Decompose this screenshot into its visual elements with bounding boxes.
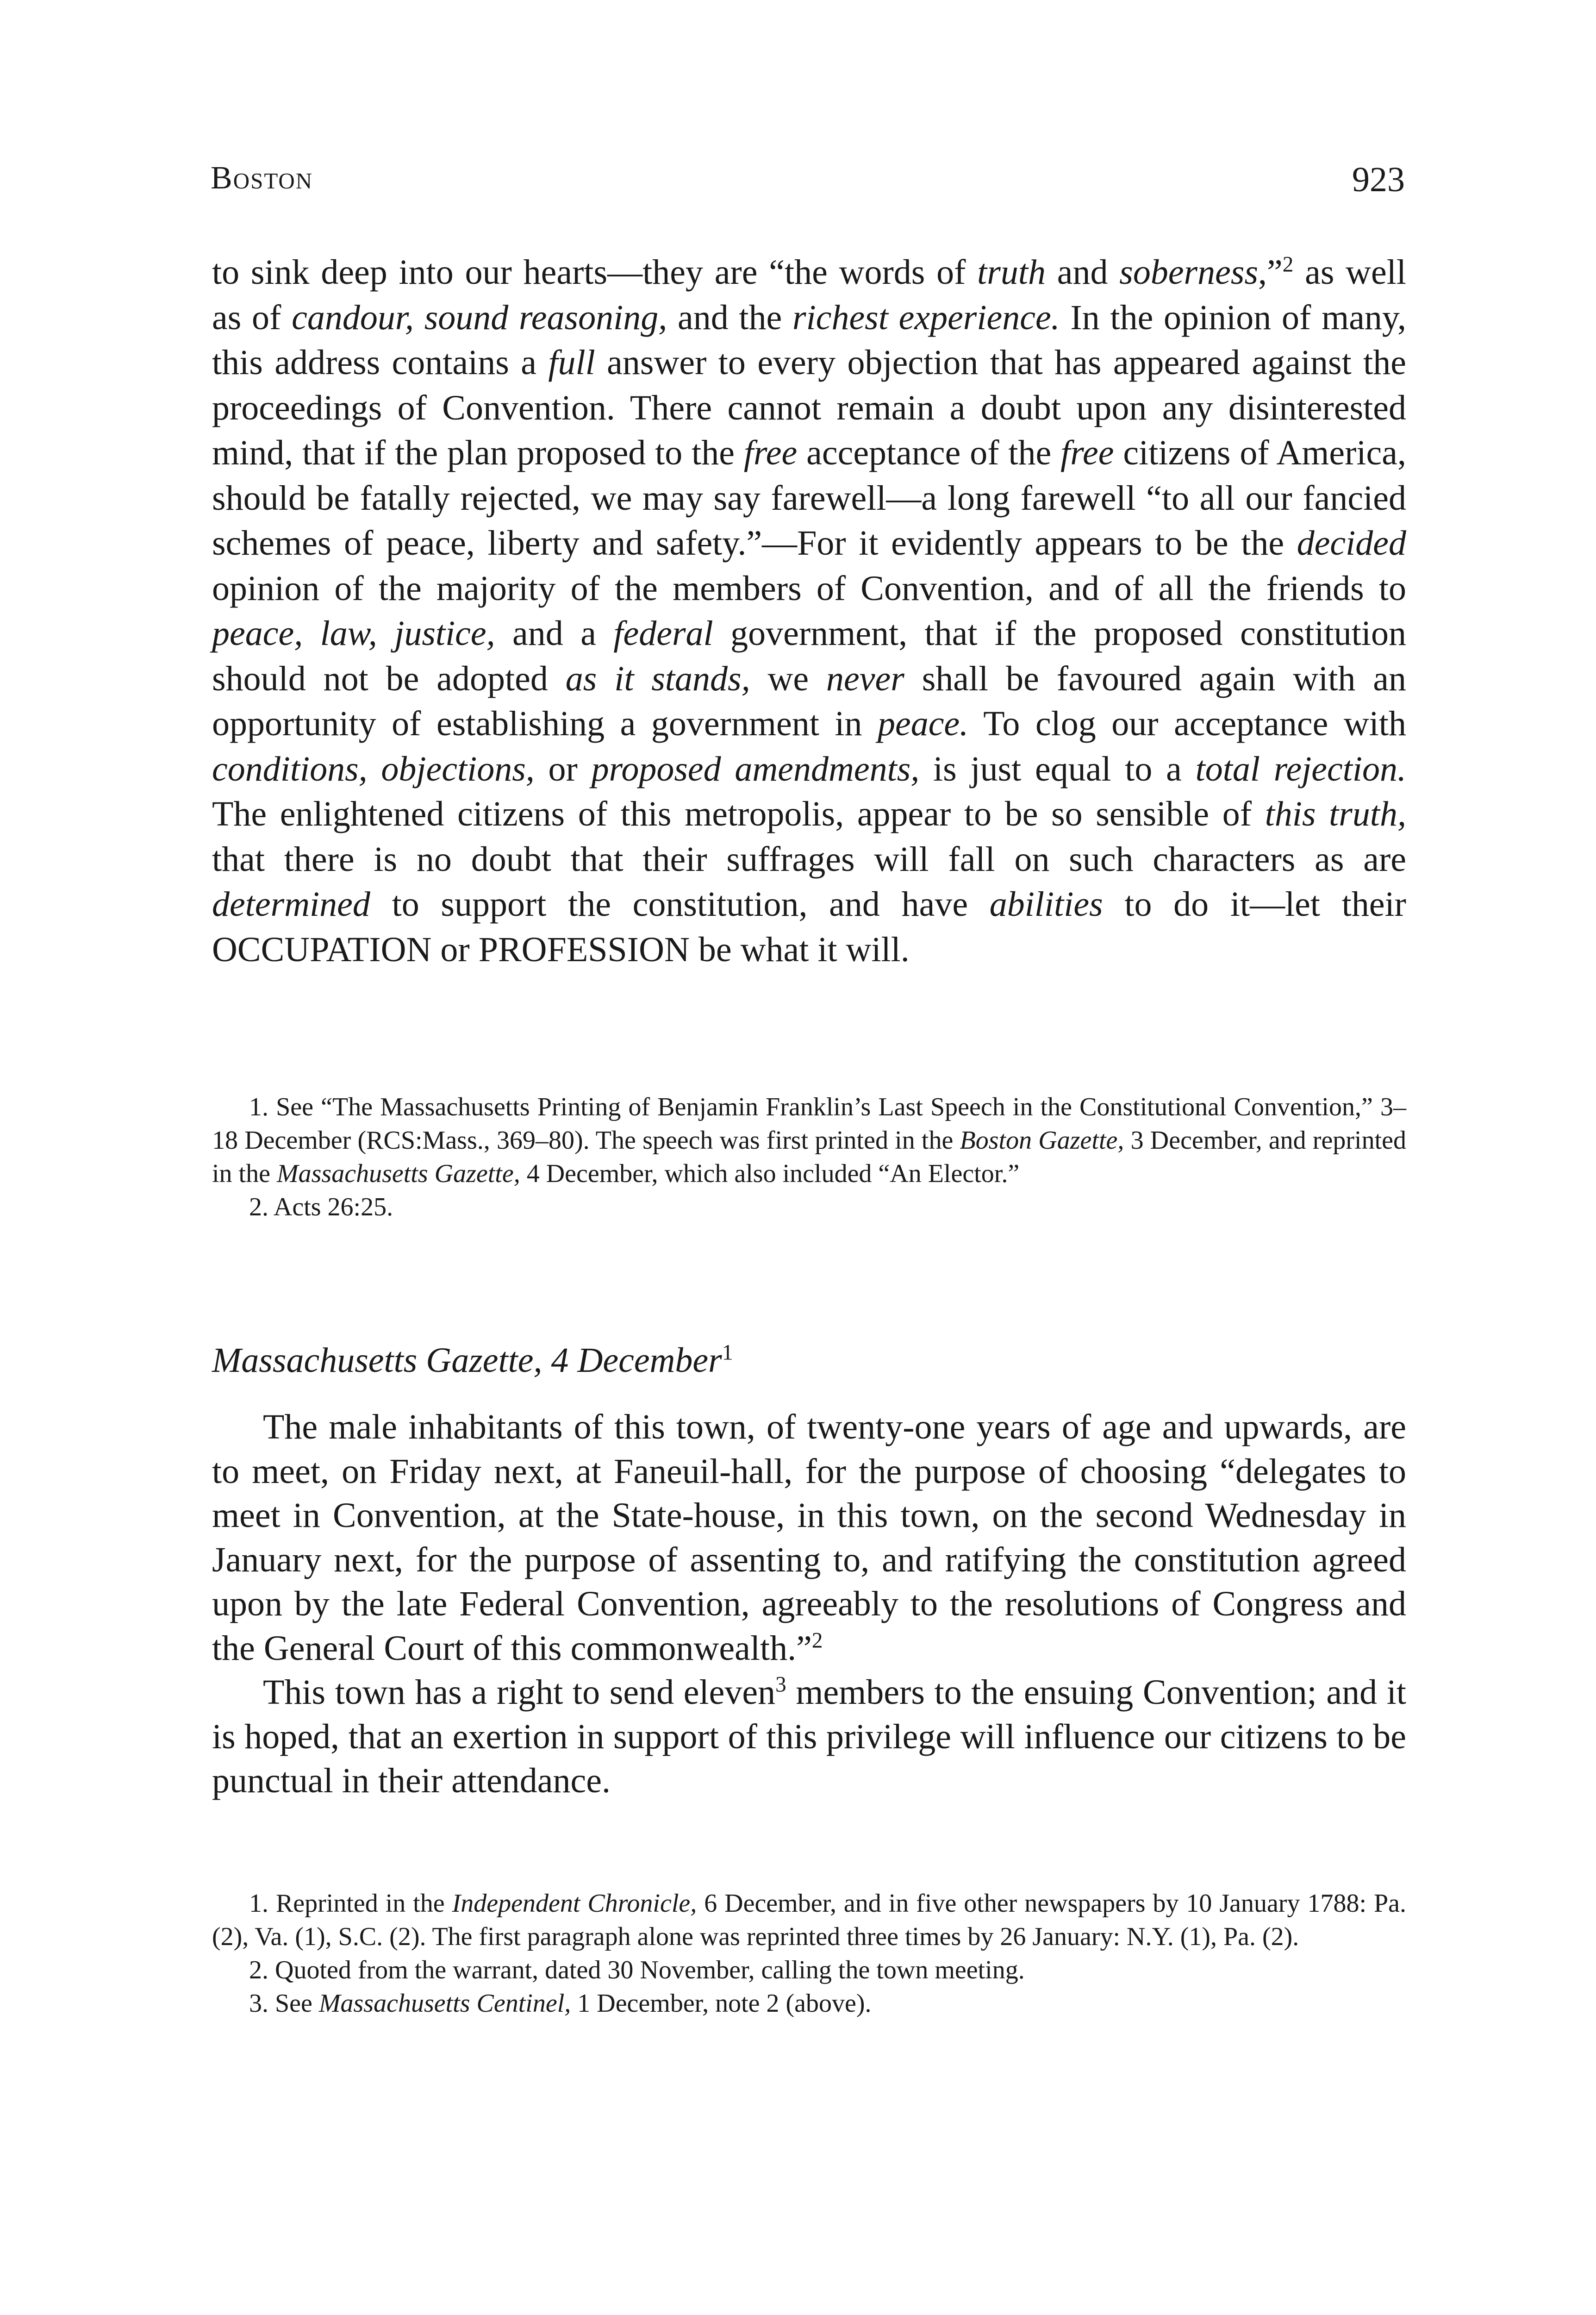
section-paragraph-1: The male inhabitants of this town, of twenty-one years of age and upwards, are to meet, on Friday next, at Faneuil-hall, for the purpose of choosing “delegates to meet in Convention, at the State-house, in this town, on the second Wednesday in January next, for the purpose of assenting to, and ratifying the constitution agreed upon by the late Federal Convention, agreeably to the resolutions of Congress and the General Court of this commonwealth.”$^2$ [212,1408,1406,1668]
footnotes-first [212,1090,1406,1224]
continuation-paragraph: to sink deep into our hearts—they are “the words of truth and soberness,”$^2$ as well as of candour, sound reasoning, and the richest experience. In the opinion of many, this address contains a full answer to every objection that has appeared against the proceedings of Convention. There cannot remain a doubt upon any disinterested mind, that if the plan proposed to the free acceptance of the free citizens of America, should be fatally rejected, we may say farewell—a long farewell “to all our fancied schemes of peace, liberty and safety.”—For it evidently appears to be the decided opinion of the majority of the members of Convention, and of all the friends to peace, law, justice, and a federal government, that if the proposed constitution should not be adopted as it stands, we never shall be favoured again with an opportunity of establishing a government in peace. To clog our acceptance with conditions, objections, or proposed amendments, is just equal to a total rejection. The enlightened citizens of this metropolis, appear to be so sensible of this truth, that there is no doubt that their suffrages will fall on such characters as are determined to support the constitution, and have abilities to do it—let their OCCUPATION or PROFESSION be what it will. [212,252,1407,969]
section-paragraph-2: This town has a right to send eleven$^3$ members to the ensuing Convention; and it is hoped, that an exertion in support of this privilege will influence our citizens to be punctual in their attendance. [212,1672,1407,1800]
continuation-text [212,250,1406,972]
running-head-title: Boston [211,160,313,196]
page-number: 923 [1352,160,1405,199]
footnotes-second [212,1887,1406,2020]
footnote-1: 1. Reprinted in the Independent Chronicle, 6 December, and in five other newspapers by 10 January 1788: Pa. (2), Va. (1), S.C. (2). The first paragraph alone was reprinted three times by 26 January: N.Y. (1), Pa. (2). [212,1889,1406,1951]
note-ref: 2 [1282,252,1294,277]
note-ref: 2 [811,1628,823,1653]
running-head [211,160,1405,211]
footnote-1: 1. See “The Massachusetts Printing of Benjamin Franklin’s Last Speech in the Constitutional Convention,” 3–18 December (RCS:Mass., 369–80). The speech was first printed in the Boston Gazette, 3 December, and reprinted in the Massachusetts Gazette, 4 December, which also included “An Elector.” [212,1093,1406,1188]
footnote-2: 2. Acts 26:25. [249,1193,393,1221]
footnote-3: 3. See Massachusetts Centinel, 1 December, note 2 (above). [249,1989,872,2018]
footnote-2: 2. Quoted from the warrant, dated 30 November, calling the town meeting. [249,1956,1025,1984]
note-ref: 3 [775,1672,786,1697]
section-body [212,1405,1406,1803]
heading-note-ref: 1 [722,1340,733,1365]
section-heading: Massachusetts Gazette, 4 December$^1$ [212,1340,733,1380]
